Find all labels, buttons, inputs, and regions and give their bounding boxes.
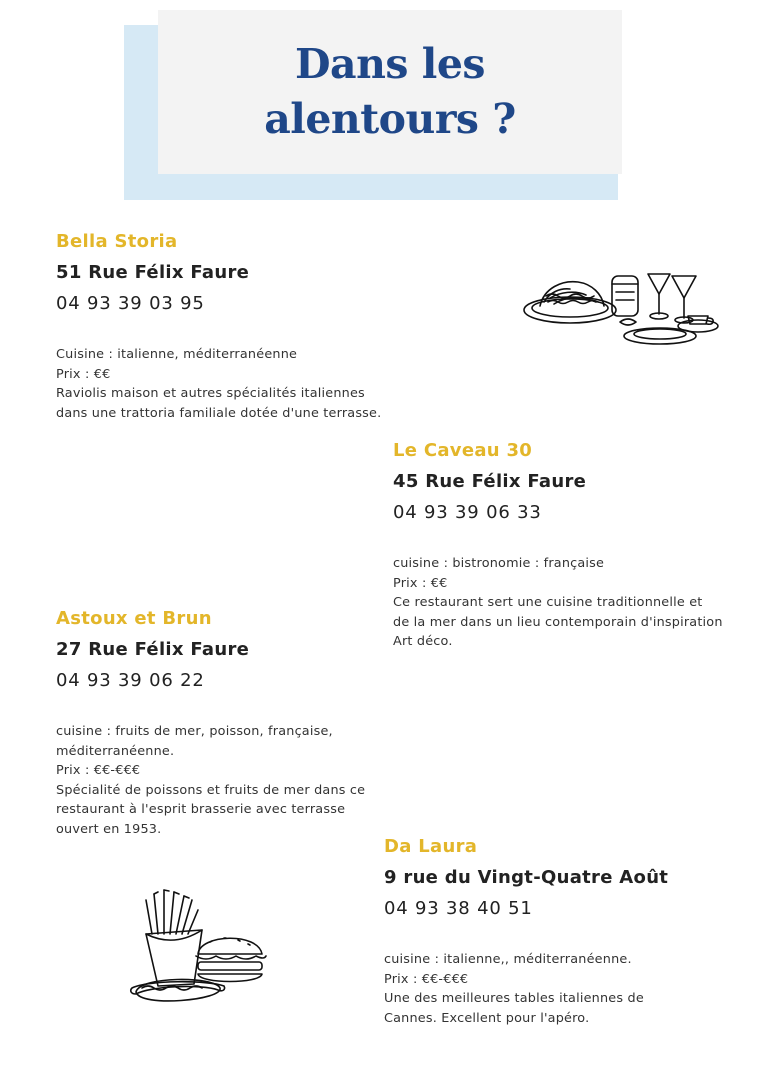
restaurant-cuisine: cuisine : bistronomie : française [393, 556, 605, 571]
restaurant-card-da-laura [384, 836, 684, 1028]
restaurant-price: Prix : €€-€€€ [384, 971, 469, 987]
restaurant-price: Prix : €€ [393, 575, 448, 591]
fast-food-drawing [128, 884, 278, 1014]
restaurant-description: Raviolis maison et autres spécialités italiennes dans une trattoria familiale dotée d'une terrasse. [56, 386, 382, 421]
restaurant-price: Prix : €€-€€€ [56, 763, 141, 778]
restaurant-details [393, 554, 723, 652]
restaurant-name: Bella Storia [56, 231, 178, 252]
restaurant-address: 51 Rue Félix Faure [56, 262, 250, 283]
restaurant-phone: 04 93 39 06 33 [393, 502, 542, 523]
restaurant-details [56, 722, 391, 839]
restaurant-details [384, 950, 684, 1028]
restaurant-cuisine: Cuisine : italienne, méditerranéenne [56, 347, 298, 362]
restaurant-address: 9 rue du Vingt-Quatre Août [384, 867, 669, 888]
restaurant-card-astoux-et-brun [56, 608, 391, 839]
restaurant-description: Une des meilleures tables italiennes de Cannes. Excellent pour l'apéro. [384, 991, 644, 1026]
restaurant-address: 45 Rue Félix Faure [393, 471, 587, 492]
pasta-dinner-drawing [520, 262, 720, 352]
restaurant-phone: 04 93 39 03 95 [56, 293, 205, 314]
restaurant-phone: 04 93 39 06 22 [56, 670, 205, 691]
restaurant-card-le-caveau-30 [393, 440, 723, 652]
page-title: Dans les alentours ? [264, 40, 516, 143]
restaurant-name: Astoux et Brun [56, 608, 212, 629]
restaurant-cuisine: cuisine : italienne,, méditerranéenne. [384, 952, 632, 967]
restaurant-name: Le Caveau 30 [393, 440, 533, 461]
title-box [158, 10, 622, 174]
restaurant-cuisine: cuisine : fruits de mer, poisson, française, méditerranéenne. [56, 724, 333, 759]
restaurant-card-bella-storia [56, 231, 386, 423]
restaurant-name: Da Laura [384, 836, 478, 857]
restaurant-description: Spécialité de poissons et fruits de mer dans ce restaurant à l'esprit brasserie avec terrasse ouvert en 1953. [56, 782, 366, 837]
restaurant-address: 27 Rue Félix Faure [56, 639, 250, 660]
restaurant-phone: 04 93 38 40 51 [384, 898, 533, 919]
restaurant-description: Ce restaurant sert une cuisine traditionnelle et de la mer dans un lieu contemporain d'inspiration Art déco. [393, 595, 723, 649]
restaurant-price: Prix : €€ [56, 366, 111, 382]
restaurant-details [56, 345, 386, 423]
